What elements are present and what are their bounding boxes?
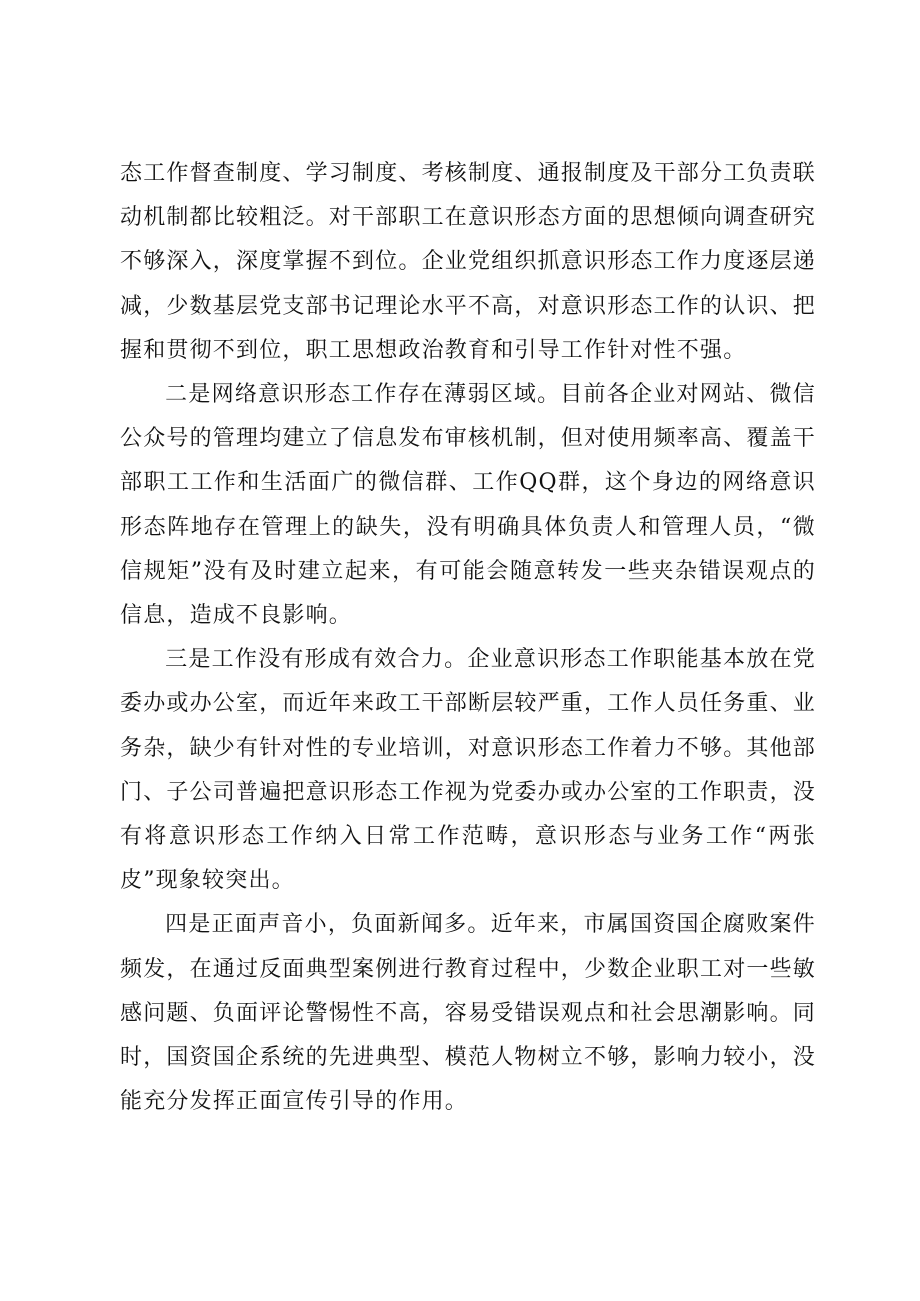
paragraph-work-synergy: 三是工作没有形成有效合力。企业意识形态工作职能基本放在党委办或办公室，而近年来政工干部断层较严重，工作人员任务重、业务杂，缺少有针对性的专业培训，对意识形态工作着力不够。其他部门、子公司普遍把意识形态工作视为党委办或办公室的工作职责，没有将意识形态工作纳入日常工作范畴，意识形态与业务工作“两张皮”现象较突出。 bbox=[120, 647, 817, 894]
paragraph-positive-voice: 四是正面声音小，负面新闻多。近年来，市属国资国企腐败案件频发，在通过反面典型案例进行教育过程中，少数企业职工对一些敏感问题、负面评论警惕性不高，容易受错误观点和社会思潮影响。同时，国资国企系统的先进典型、模范人物树立不够，影响力较小，没能充分发挥正面宣传引导的作用。 bbox=[120, 912, 817, 1115]
paragraph-continuation: 态工作督查制度、学习制度、考核制度、通报制度及干部分工负责联动机制都比较粗泛。对干部职工在意识形态方面的思想倾向调查研究不够深入，深度掌握不到位。企业党组织抓意识形态工作力度逐层递减，少数基层党支部书记理论水平不高，对意识形态工作的认识、把握和贯彻不到位，职工思想政治教育和引导工作针对性不强。 bbox=[120, 161, 817, 363]
paragraph-network-ideology: 二是网络意识形态工作存在薄弱区域。目前各企业对网站、微信公众号的管理均建立了信息发布审核机制，但对使用频率高、覆盖干部职工工作和生活面广的微信群、工作QQ群，这个身边的网络意识形态阵地存在管理上的缺失，没有明确具体负责人和管理人员，“微信规矩”没有及时建立起来，有可能会随意转发一些夹杂错误观点的信息，造成不良影响。 bbox=[120, 382, 817, 629]
